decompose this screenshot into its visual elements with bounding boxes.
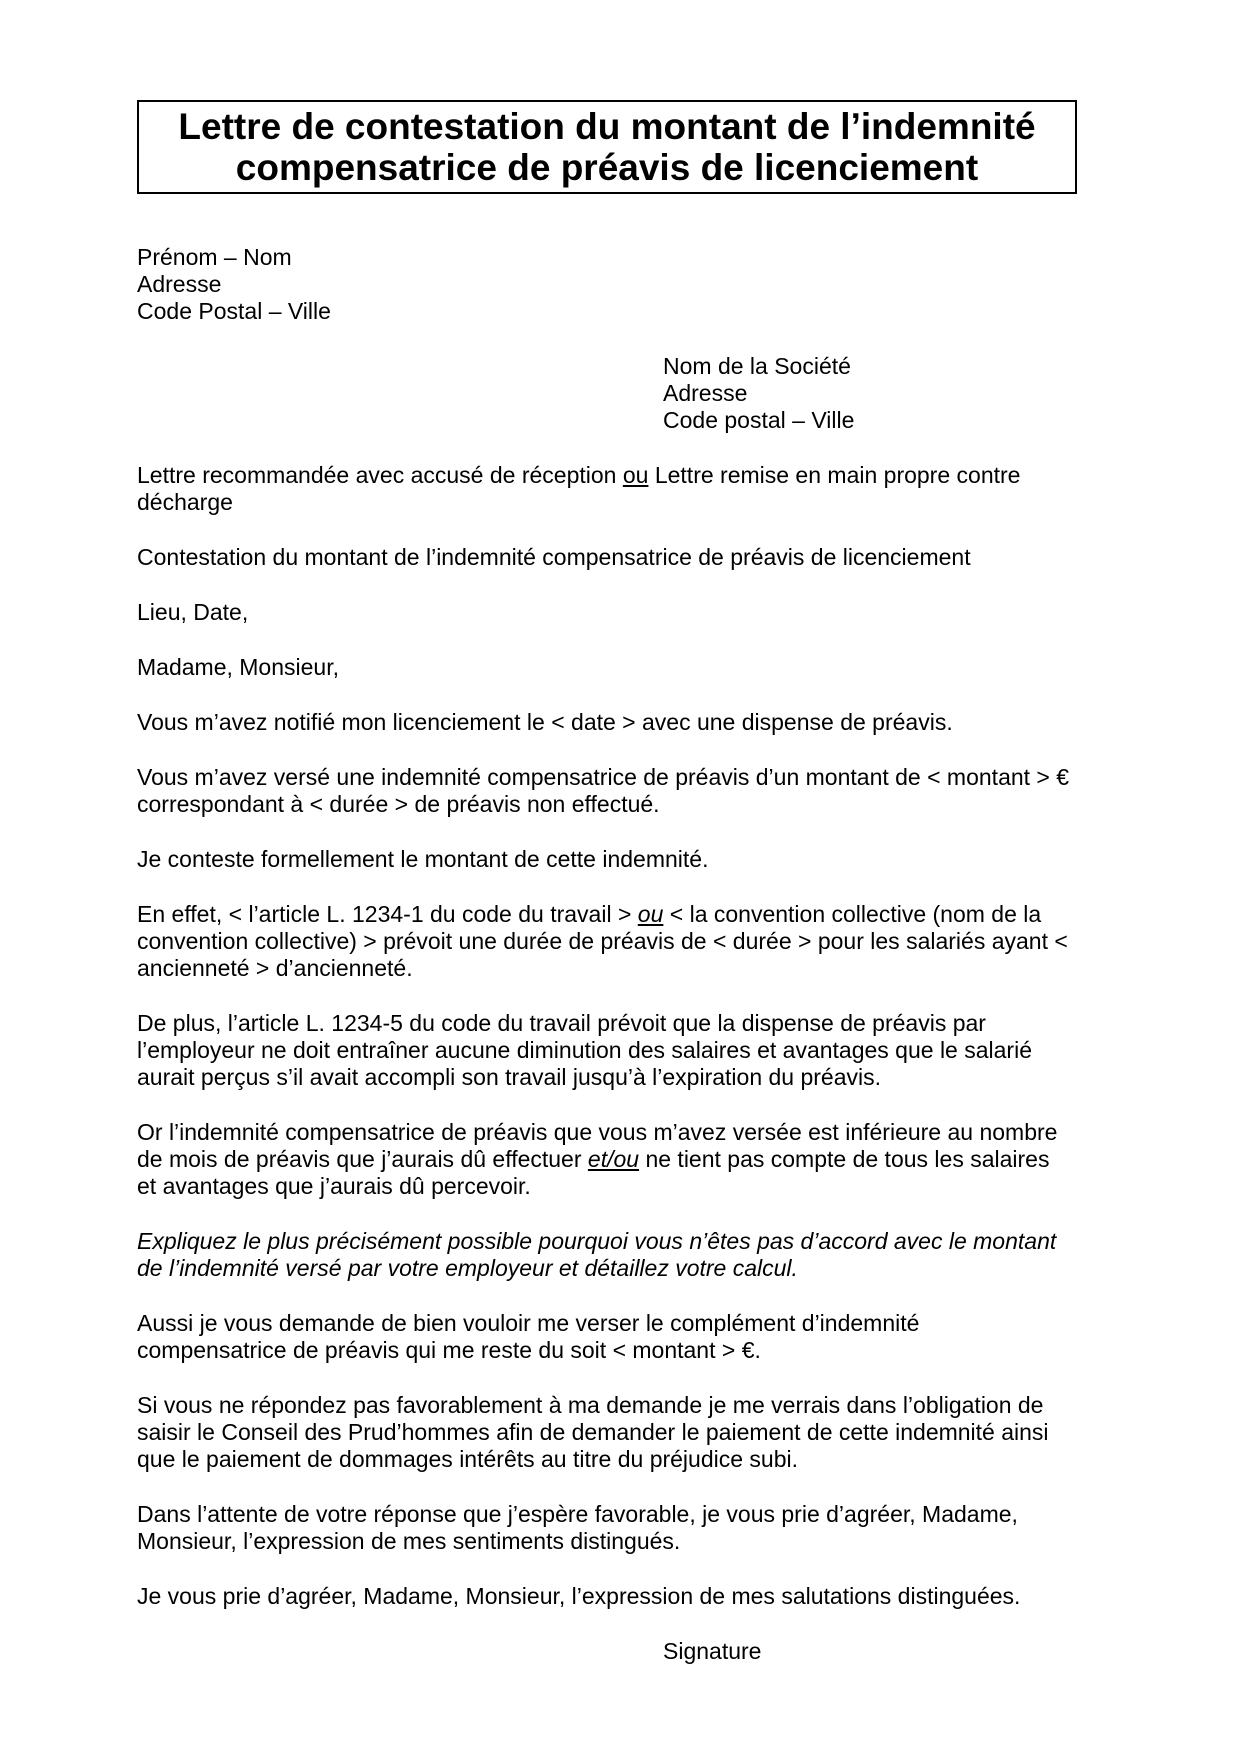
letter-paragraph bbox=[137, 1010, 1072, 1091]
recipient-address-line: Adresse bbox=[663, 380, 748, 406]
paragraph-segment: ou bbox=[622, 462, 649, 488]
paragraph-segment: Expliquez le plus précisément possible pourquoi vous n’êtes pas d’accord avec le montant de l’indemnité versé par votre employeur et détaillez votre calcul. bbox=[137, 1228, 1057, 1281]
paragraph-segment: ou bbox=[637, 901, 664, 927]
letter-paragraph bbox=[137, 1392, 1072, 1473]
paragraph-segment: Aussi je vous demande de bien vouloir me verser le complément d’indemnité compensatrice de préavis qui me reste du soit < montant > €. bbox=[137, 1310, 920, 1363]
letter-body bbox=[137, 462, 1072, 1610]
paragraph-segment: Je conteste formellement le montant de cette indemnité. bbox=[137, 846, 709, 872]
letter-paragraph bbox=[137, 846, 1072, 873]
letter-paragraph bbox=[137, 709, 1072, 736]
sender-address-block bbox=[137, 244, 1072, 325]
paragraph-segment: Vous m’avez versé une indemnité compensatrice de préavis d’un montant de < montant > € correspondant à < durée > de préavis non effectué. bbox=[137, 764, 1070, 817]
letter-paragraph bbox=[137, 901, 1072, 982]
paragraph-segment: En effet, < l’article L. 1234-1 du code du travail > bbox=[137, 901, 638, 927]
paragraph-segment: De plus, l’article L. 1234-5 du code du travail prévoit que la dispense de préavis par l’employeur ne doit entraîner aucune diminution des salaires et avantages que le salarié aurait perçus s’il avait accompli son travail jusqu’à l’expiration du préavis. bbox=[137, 1010, 1032, 1090]
letter-paragraph bbox=[137, 1119, 1072, 1200]
paragraph-segment: Je vous prie d’agréer, Madame, Monsieur, l’expression de mes salutations distinguées. bbox=[137, 1583, 1021, 1609]
paragraph-segment: et/ou bbox=[587, 1146, 640, 1172]
paragraph-segment: Or l’indemnité compensatrice de préavis que vous m’avez versée est inférieure au nombre de mois de préavis que j’aurais dû effectuer bbox=[137, 1119, 1058, 1172]
letter-paragraph bbox=[137, 599, 1072, 626]
letter-paragraph bbox=[137, 1501, 1072, 1555]
letter-paragraph bbox=[137, 1228, 1072, 1282]
paragraph-segment: < la convention collective (nom de la convention collective) > prévoit une durée de préavis de < durée > pour les salariés ayant < ancienneté > d’ancienneté. bbox=[137, 901, 1068, 981]
letter-paragraph bbox=[137, 1583, 1072, 1610]
document-title-line: Lettre de contestation du montant de l’indemnité bbox=[178, 106, 1036, 147]
letter-paragraph bbox=[137, 1310, 1072, 1364]
paragraph-segment: Lettre remise en main propre contre décharge bbox=[137, 462, 1021, 515]
recipient-address-line: Nom de la Société bbox=[663, 353, 851, 379]
letter-paragraph bbox=[137, 544, 1072, 571]
paragraph-segment: ne tient pas compte de tous les salaires et avantages que j’aurais dû percevoir. bbox=[137, 1146, 1050, 1199]
sender-address-line: Code Postal – Ville bbox=[137, 298, 331, 324]
sender-address-line: Adresse bbox=[137, 271, 222, 297]
letter-paragraph bbox=[137, 654, 1072, 681]
document-title-box bbox=[137, 100, 1077, 194]
letter-paragraph bbox=[137, 764, 1072, 818]
letter-paragraph bbox=[137, 462, 1072, 516]
signature-label: Signature bbox=[663, 1638, 762, 1664]
sender-address-line: Prénom – Nom bbox=[137, 244, 292, 270]
paragraph-segment: Lettre recommandée avec accusé de réception bbox=[137, 462, 623, 488]
paragraph-segment: Vous m’avez notifié mon licenciement le < date > avec une dispense de préavis. bbox=[137, 709, 953, 735]
paragraph-segment: Si vous ne répondez pas favorablement à ma demande je me verrais dans l’obligation de saisir le Conseil des Prud’hommes afin de demander le paiement de cette indemnité ainsi que le paiement de dommages intérêts au titre du préjudice subi. bbox=[137, 1392, 1049, 1472]
recipient-address-block bbox=[663, 353, 1072, 434]
recipient-address-line: Code postal – Ville bbox=[663, 407, 855, 433]
document-title-line: compensatrice de préavis de licenciement bbox=[235, 147, 979, 188]
paragraph-segment: Lieu, Date, bbox=[137, 599, 249, 625]
paragraph-segment: Contestation du montant de l’indemnité compensatrice de préavis de licenciement bbox=[137, 544, 971, 570]
paragraph-segment: Dans l’attente de votre réponse que j’espère favorable, je vous prie d’agréer, Madame, Monsieur, l’expression de mes sentiments distingués. bbox=[137, 1501, 1018, 1554]
paragraph-segment: Madame, Monsieur, bbox=[137, 654, 339, 680]
